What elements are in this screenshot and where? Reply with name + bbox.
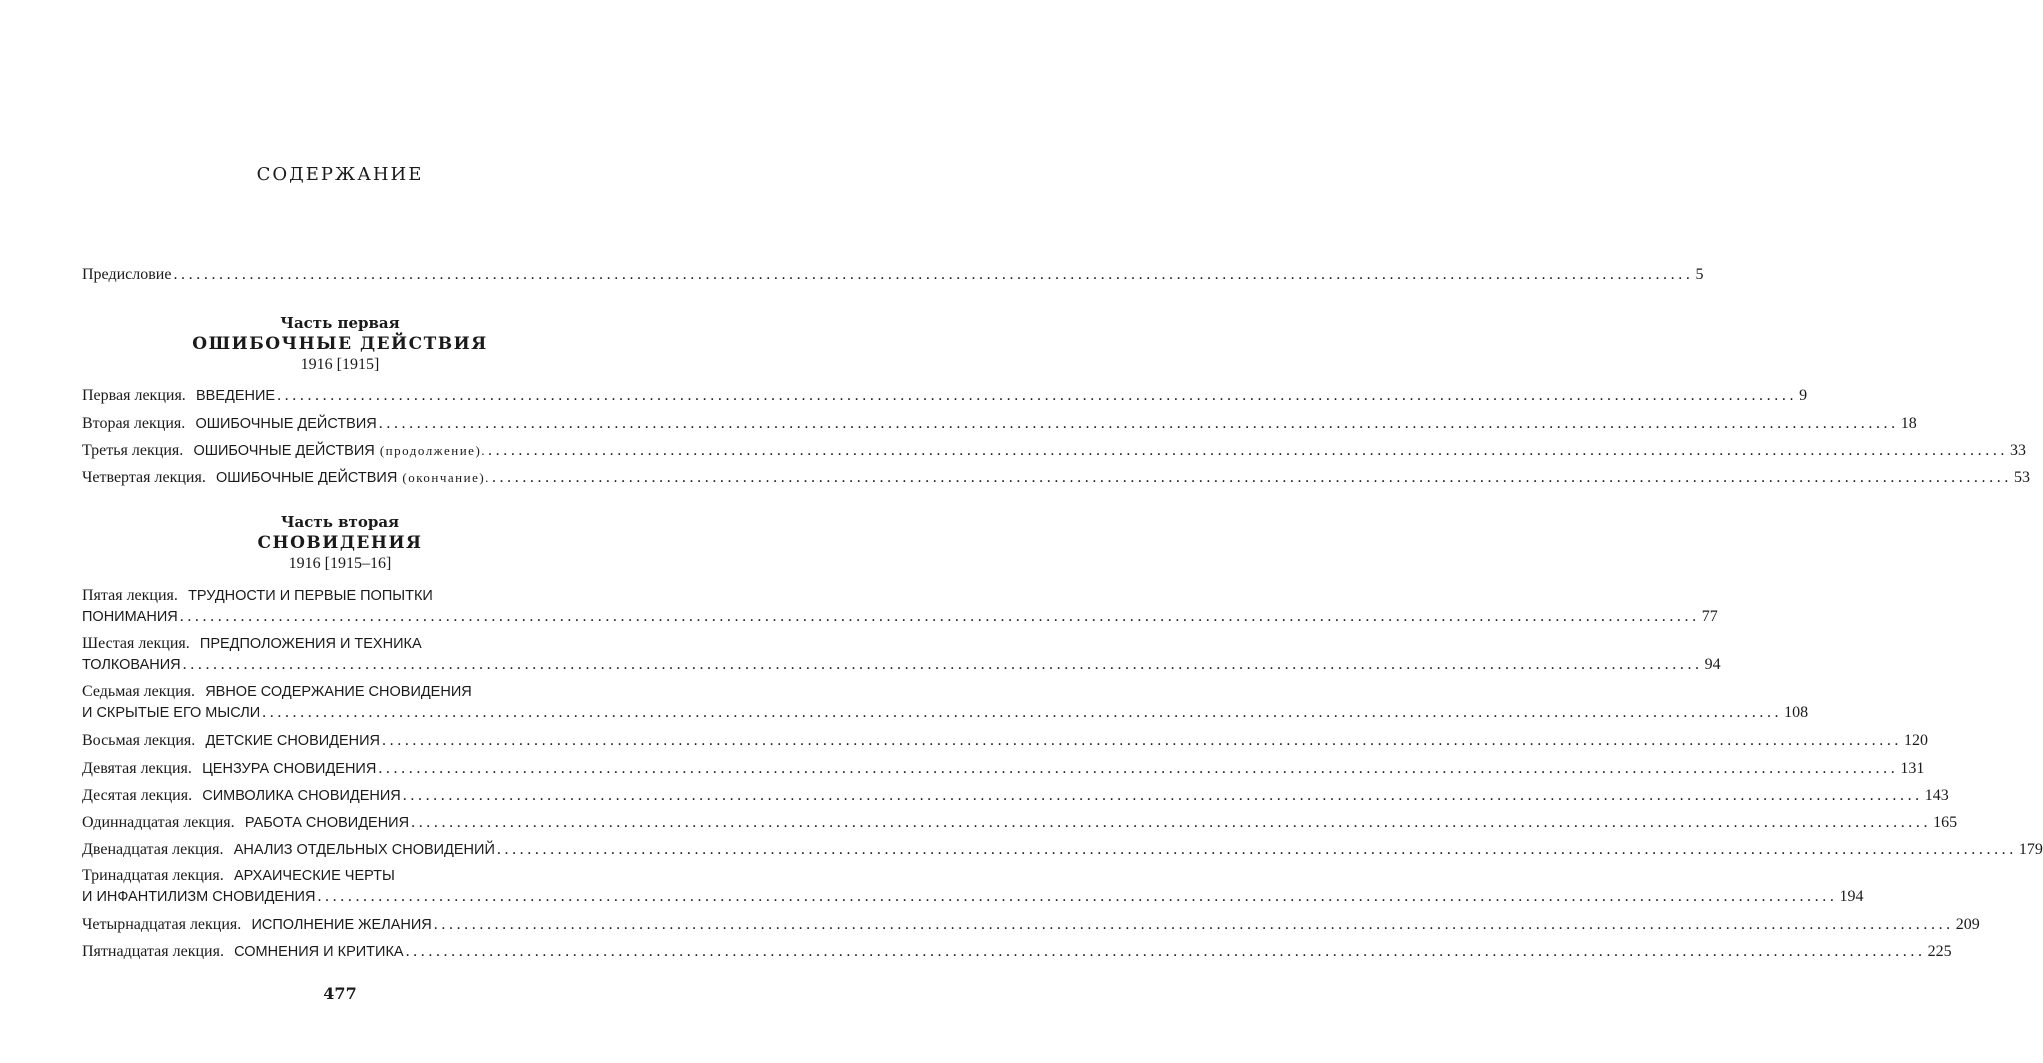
toc-entry <box>82 784 1949 806</box>
lecture-number: Седьмая лекция. <box>82 683 196 700</box>
dot-leader: ........................................................................................................................................................................................................ <box>491 469 2012 486</box>
lecture-title-continued: И ИНФАНТИЛИЗМ СНОВИДЕНИЯ <box>82 889 316 905</box>
toc-entry <box>82 811 1958 833</box>
part-label: Часть первая <box>280 314 400 332</box>
lecture-title: ИСПОЛНЕНИЕ ЖЕЛАНИЯ <box>251 917 432 933</box>
page-number: 94 <box>1704 656 1721 673</box>
part-label: Часть вторая <box>280 513 400 531</box>
page-number: 209 <box>1955 916 1980 933</box>
lecture-title: ЯВНОЕ СОДЕРЖАНИЕ СНОВИДЕНИЯ <box>205 684 472 700</box>
lecture-number: Четвертая лекция. <box>82 469 206 486</box>
toc-entry <box>82 940 1952 962</box>
toc-entry <box>82 913 1980 935</box>
part-title: СНОВИДЕНИЯ <box>257 533 423 553</box>
toc-entry <box>82 384 1808 406</box>
lecture-title: СОМНЕНИЯ И КРИТИКА <box>234 944 404 960</box>
dot-leader: ........................................................................................................................................................................................................ <box>433 916 1954 933</box>
lecture-title-continued: ПОНИМАНИЯ <box>82 609 178 625</box>
lecture-number: Восьмая лекция. <box>82 732 196 749</box>
toc-entry <box>82 680 1809 724</box>
page-folio: 477 <box>323 984 357 1003</box>
lecture-title: ОШИБОЧНЫЕ ДЕЙСТВИЯ <box>216 470 398 486</box>
part-years: 1916 [1915] <box>300 356 380 373</box>
lecture-number: Шестая лекция. <box>82 635 190 652</box>
lecture-title: ОШИБОЧНЫЕ ДЕЙСТВИЯ <box>195 416 377 432</box>
page-number: 18 <box>1900 415 1917 432</box>
toc-entry <box>82 584 1718 628</box>
dot-leader: ........................................................................................................................................................................................................ <box>317 888 1838 905</box>
toc-entry <box>82 757 1925 779</box>
dot-leader: ........................................................................................................................................................................................................ <box>488 442 2009 459</box>
page-number: 194 <box>1839 888 1864 905</box>
lecture-title: ДЕТСКИЕ СНОВИДЕНИЯ <box>205 733 381 749</box>
lecture-title: ОШИБОЧНЫЕ ДЕЙСТВИЯ <box>193 443 375 459</box>
toc-entry <box>82 632 1721 676</box>
dot-leader: ........................................................................................................................................................................................................ <box>382 732 1903 749</box>
toc-entry <box>82 838 2043 860</box>
page-number: 5 <box>1695 266 1704 283</box>
lecture-title-continued: ТОЛКОВАНИЯ <box>82 657 181 673</box>
lecture-title: АРХАИЧЕСКИЕ ЧЕРТЫ <box>233 868 395 884</box>
page-number: 53 <box>2013 469 2030 486</box>
dot-leader: ........................................................................................................................................................................................................ <box>402 787 1923 804</box>
lecture-number: Пятнадцатая лекция. <box>82 943 224 960</box>
dot-leader: ........................................................................................................................................................................................................ <box>277 387 1798 404</box>
lecture-title: РАБОТА СНОВИДЕНИЯ <box>244 815 410 831</box>
lecture-number: Двенадцатая лекция. <box>82 841 224 858</box>
lecture-number: Тринадцатая лекция. <box>82 867 224 884</box>
part-heading-2 <box>0 512 680 574</box>
toc-entry <box>82 466 2030 488</box>
lecture-number: Девятая лекция. <box>82 760 192 777</box>
lecture-number: Третья лекция. <box>82 442 184 459</box>
dot-leader: ........................................................................................................................................................................................................ <box>173 266 1694 283</box>
lecture-number: Одиннадцатая лекция. <box>82 814 235 831</box>
lecture-title: ПРЕДПОЛОЖЕНИЯ И ТЕХНИКА <box>199 636 422 652</box>
toc-entry <box>82 729 1929 751</box>
part-title: ОШИБОЧНЫЕ ДЕЙСТВИЯ <box>192 334 488 354</box>
page-number: 120 <box>1904 732 1929 749</box>
dot-leader: ........................................................................................................................................................................................................ <box>496 841 2017 858</box>
page-title: СОДЕРЖАНИЕ <box>256 164 424 185</box>
page-number: 225 <box>1927 943 1952 960</box>
lecture-number: Четырнадцатая лекция. <box>82 916 242 933</box>
page-number: 131 <box>1900 760 1925 777</box>
lecture-title: СИМВОЛИКА СНОВИДЕНИЯ <box>202 788 401 804</box>
dot-leader: ........................................................................................................................................................................................................ <box>411 814 1932 831</box>
lecture-title-continued: И СКРЫТЫЕ ЕГО МЫСЛИ <box>82 705 261 721</box>
page-number: 165 <box>1933 814 1958 831</box>
toc-entry <box>82 412 1917 434</box>
lecture-number: Первая лекция. <box>82 387 186 404</box>
lecture-title: ВВЕДЕНИЕ <box>195 388 276 404</box>
page-number: 108 <box>1784 704 1809 721</box>
dot-leader: ........................................................................................................................................................................................................ <box>405 943 1926 960</box>
preface-label: Предисловие <box>82 266 172 283</box>
toc-entry <box>82 439 2027 461</box>
dot-leader: ........................................................................................................................................................................................................ <box>378 760 1899 777</box>
lecture-number: Пятая лекция. <box>82 587 178 604</box>
lecture-title: ТРУДНОСТИ И ПЕРВЫЕ ПОПЫТКИ <box>188 588 433 604</box>
toc-entry <box>82 864 1864 908</box>
dot-leader: ........................................................................................................................................................................................................ <box>378 415 1899 432</box>
lecture-title: ЦЕНЗУРА СНОВИДЕНИЯ <box>202 761 377 777</box>
page-number: 179 <box>2018 841 2043 858</box>
lecture-title: АНАЛИЗ ОТДЕЛЬНЫХ СНОВИДЕНИЙ <box>233 842 495 858</box>
page-number: 143 <box>1924 787 1949 804</box>
part-heading-1 <box>0 313 680 375</box>
lecture-number: Вторая лекция. <box>82 415 186 432</box>
dot-leader: ........................................................................................................................................................................................................ <box>179 608 1700 625</box>
page-number: 9 <box>1799 387 1808 404</box>
lecture-note: (продолжение). <box>379 443 487 458</box>
dot-leader: ........................................................................................................................................................................................................ <box>262 704 1783 721</box>
part-years: 1916 [1915–16] <box>288 555 392 572</box>
lecture-number: Десятая лекция. <box>82 787 193 804</box>
page-number: 33 <box>2010 442 2027 459</box>
dot-leader: ........................................................................................................................................................................................................ <box>182 656 1703 673</box>
page-number: 77 <box>1701 608 1718 625</box>
toc-entry-preface <box>82 264 1704 286</box>
lecture-note: (окончание). <box>402 470 490 485</box>
